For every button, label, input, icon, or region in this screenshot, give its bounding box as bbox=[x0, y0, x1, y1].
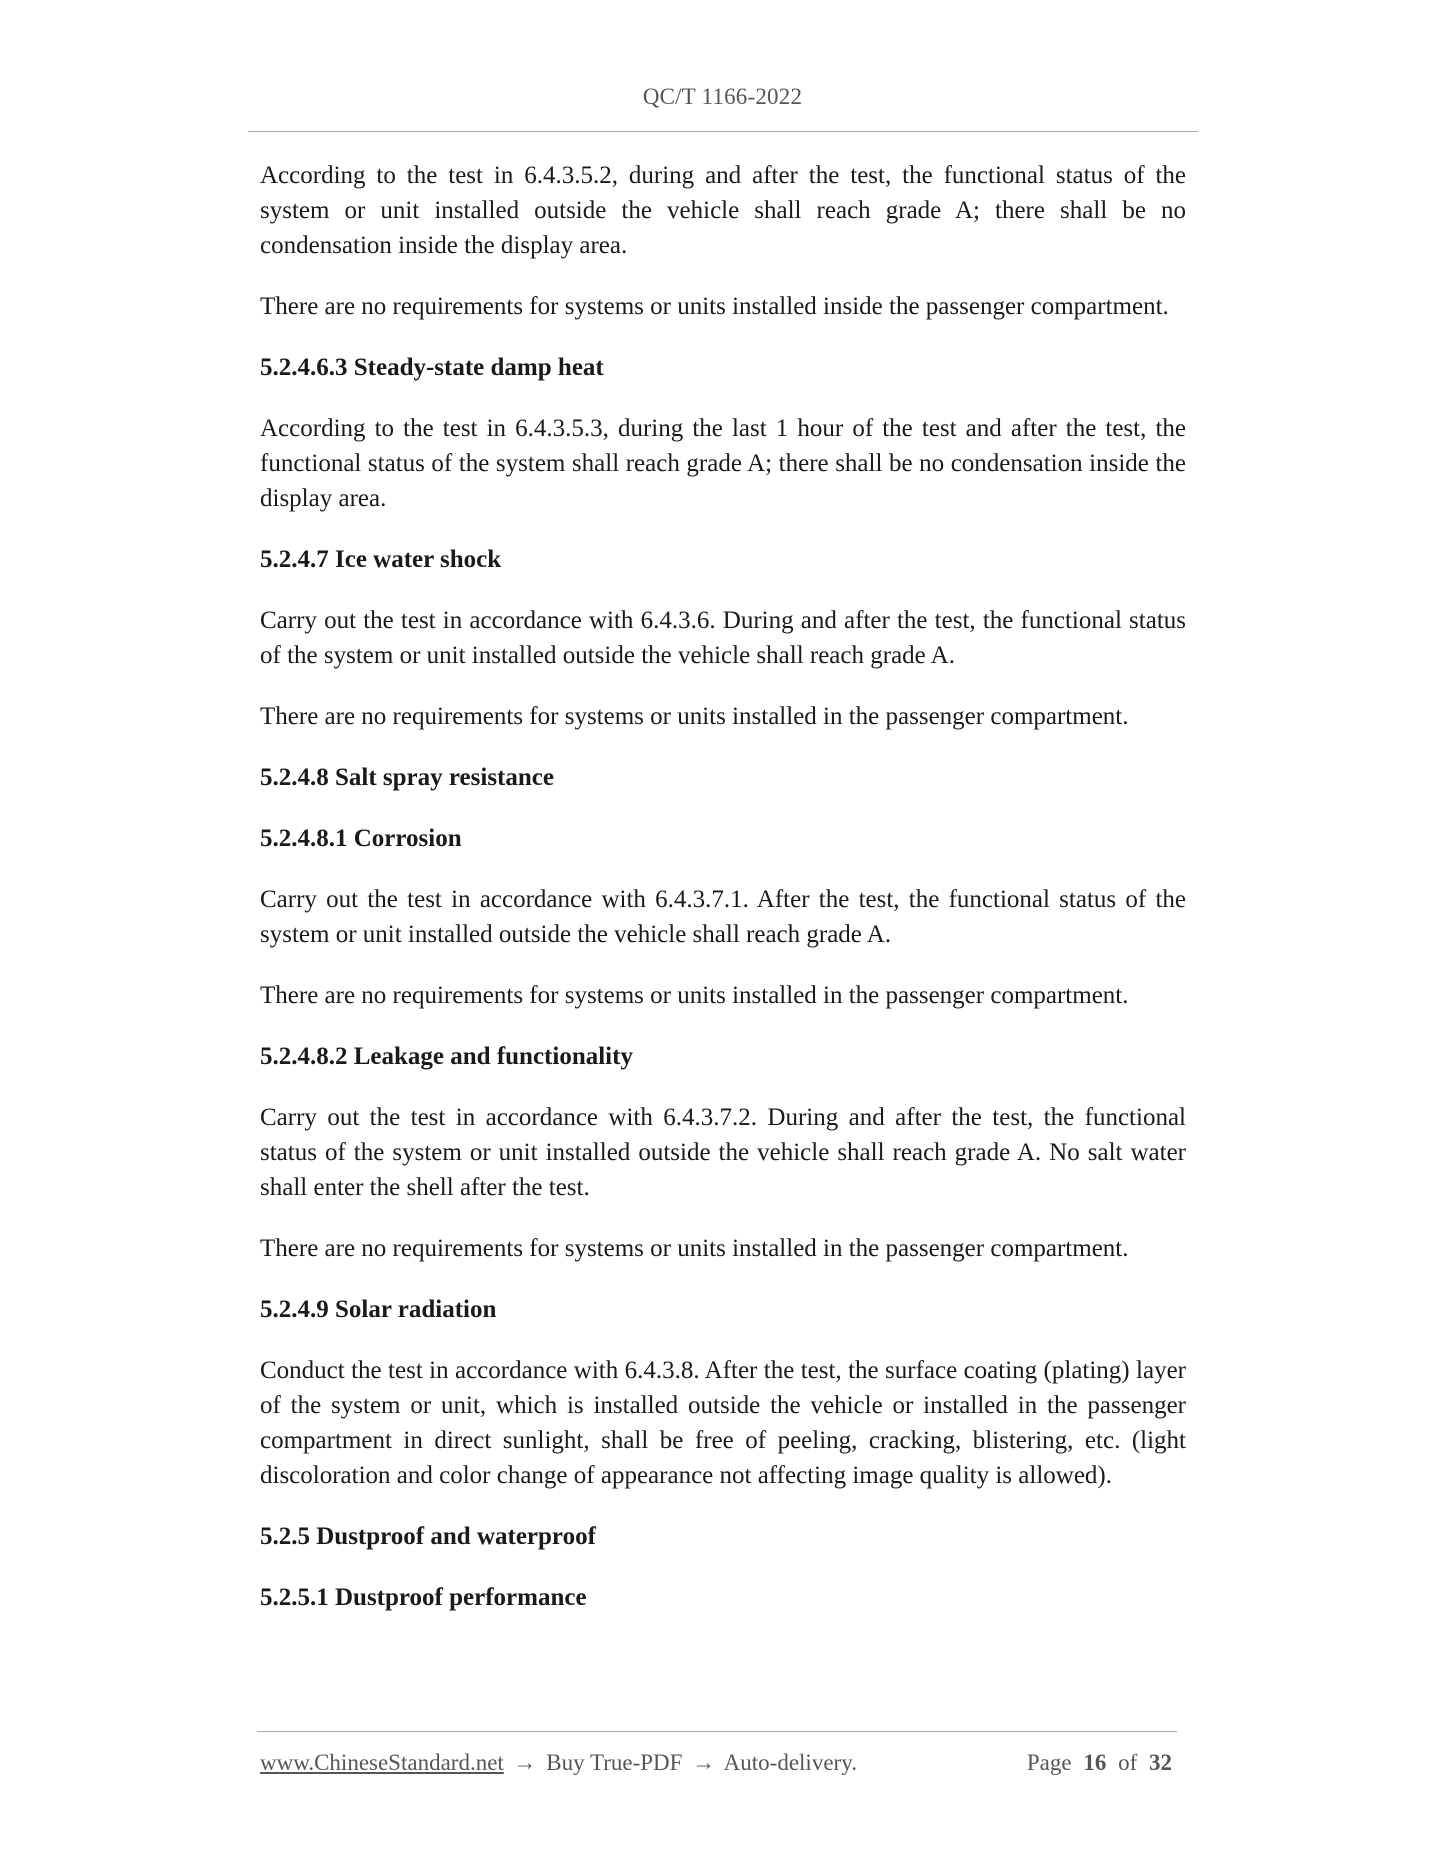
paragraph: There are no requirements for systems or units installed inside the passenger compartment. bbox=[260, 293, 1169, 320]
section-heading: 5.2.4.7 Ice water shock bbox=[260, 546, 502, 573]
header-divider bbox=[248, 131, 1198, 132]
section-heading: 5.2.4.8 Salt spray resistance bbox=[260, 764, 554, 791]
document-body bbox=[260, 158, 1186, 1641]
paragraph: Carry out the test in accordance with 6.4.3.7.2. During and after the test, the functional status of the system or unit installed outside the vehicle shall reach grade A. No salt water shall enter the shell after the test. bbox=[260, 1104, 1186, 1201]
section-heading: 5.2.4.9 Solar radiation bbox=[260, 1296, 497, 1323]
section-heading: 5.2.4.8.2 Leakage and functionality bbox=[260, 1043, 633, 1070]
arrow-right-icon: → bbox=[692, 1750, 716, 1775]
section-heading: 5.2.4.8.1 Corrosion bbox=[260, 825, 462, 852]
footer-promo bbox=[260, 1748, 857, 1778]
document-code-header: QC/T 1166-2022 bbox=[642, 84, 803, 109]
arrow-right-icon: → bbox=[513, 1750, 537, 1775]
page-indicator bbox=[1027, 1748, 1178, 1778]
footer-divider bbox=[257, 1731, 1177, 1732]
paragraph: According to the test in 6.4.3.5.3, during the last 1 hour of the test and after the test, the functional status of the system shall reach grade A; there shall be no condensation inside the display area. bbox=[260, 415, 1186, 512]
paragraph: There are no requirements for systems or units installed in the passenger compartment. bbox=[260, 982, 1129, 1009]
page-label: Page bbox=[1026, 1750, 1072, 1775]
buy-pdf-text: Buy True-PDF bbox=[546, 1750, 683, 1775]
section-heading: 5.2.5.1 Dustproof performance bbox=[260, 1584, 587, 1611]
section-heading: 5.2.4.6.3 Steady-state damp heat bbox=[260, 354, 604, 381]
section-heading: 5.2.5 Dustproof and waterproof bbox=[260, 1523, 596, 1550]
paragraph: Conduct the test in accordance with 6.4.3.8. After the test, the surface coating (plating) layer of the system or unit, which is installed outside the vehicle or installed in the passenger compartment in direct sunlight, shall be free of peeling, cracking, blistering, etc. (light discoloration and color change of appearance not affecting image quality is allowed). bbox=[260, 1357, 1186, 1489]
paragraph: Carry out the test in accordance with 6.4.3.6. During and after the test, the functional status of the system or unit installed outside the vehicle shall reach grade A. bbox=[260, 607, 1186, 669]
current-page-number: 16 bbox=[1083, 1750, 1107, 1775]
auto-delivery-text: Auto-delivery. bbox=[723, 1750, 857, 1775]
paragraph: There are no requirements for systems or units installed in the passenger compartment. bbox=[260, 703, 1129, 730]
paragraph: According to the test in 6.4.3.5.2, during and after the test, the functional status of the system or unit installed outside the vehicle shall reach grade A; there shall be no condensation inside the display area. bbox=[260, 162, 1186, 259]
paragraph: Carry out the test in accordance with 6.4.3.7.1. After the test, the functional status of the system or unit installed outside the vehicle shall reach grade A. bbox=[260, 886, 1186, 948]
total-page-count: 32 bbox=[1149, 1750, 1172, 1775]
paragraph: There are no requirements for systems or units installed in the passenger compartment. bbox=[260, 1235, 1129, 1262]
website-link[interactable]: www.ChineseStandard.net bbox=[260, 1750, 504, 1775]
of-label: of bbox=[1118, 1750, 1138, 1775]
